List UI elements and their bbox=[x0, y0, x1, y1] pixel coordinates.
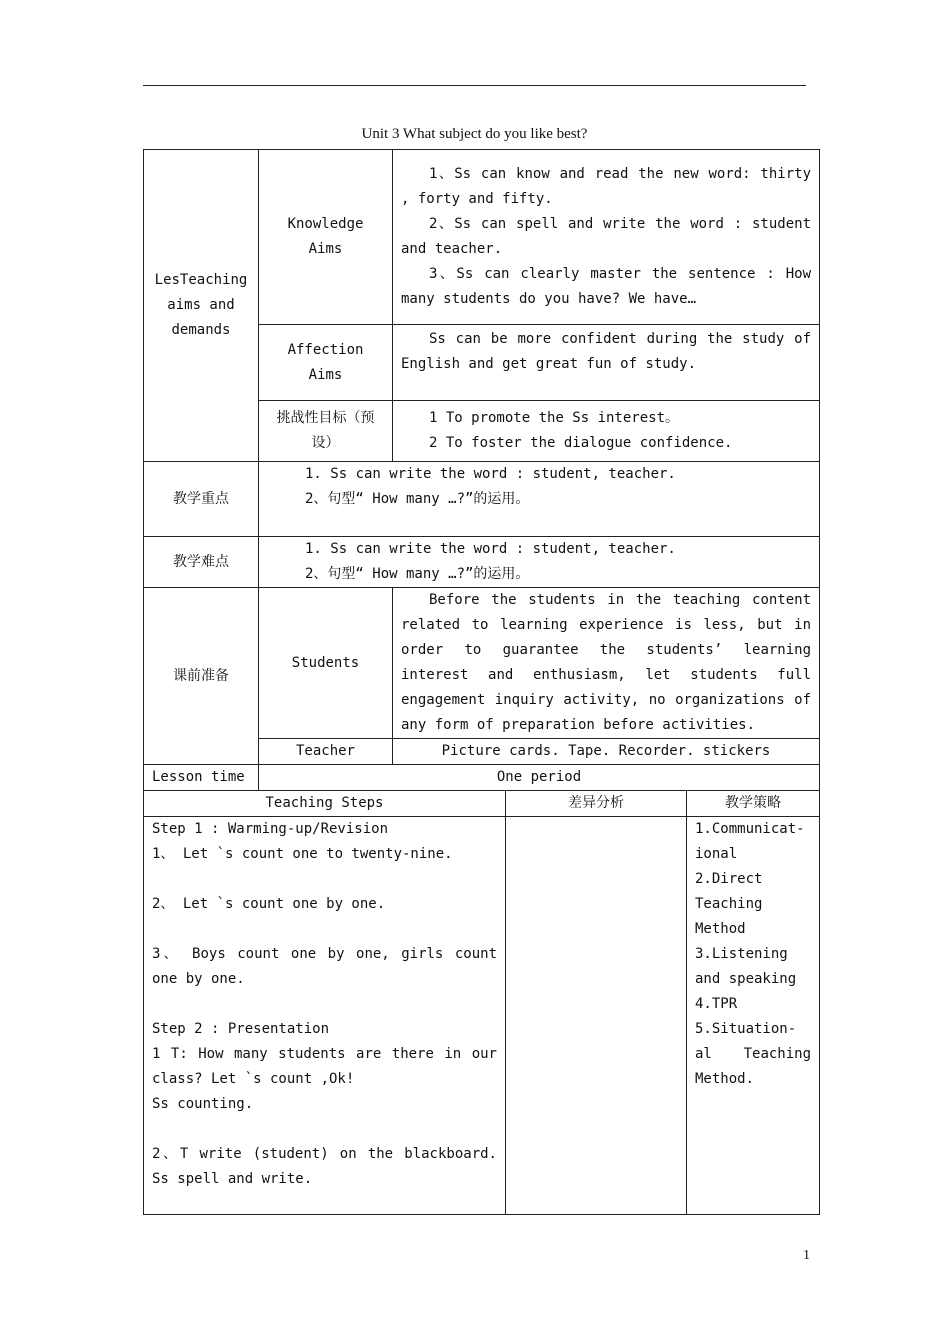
students-preparation-text: Before the students in the teaching content related to learning experience is less, but in order to guarantee the students’ learning interest and enthusiasm, let students full engagement inquiry activity, no organizations of any form of preparation before activities. bbox=[401, 592, 812, 733]
lesson-time-value: One period bbox=[259, 765, 820, 791]
step-line: Step 2 : Presentation bbox=[152, 1021, 330, 1037]
difficulties-label: 教学难点 bbox=[144, 537, 259, 588]
step-line: 2、T write (student) on the blackboard. Ss spell and write. bbox=[152, 1146, 497, 1187]
key-points-content bbox=[259, 462, 820, 537]
knowledge-aims-label: Knowledge Aims bbox=[259, 150, 393, 325]
difficulty-2: 2、句型“ How many …?”的运用。 bbox=[305, 566, 530, 582]
key-points-label: 教学重点 bbox=[144, 462, 259, 537]
page-number: 1 bbox=[803, 1248, 810, 1263]
step-line: Ss counting. bbox=[152, 1096, 254, 1112]
difficulty-1: 1. Ss can write the word : student, teacher. bbox=[305, 541, 676, 557]
blank-line bbox=[152, 1117, 497, 1142]
difficulties-content bbox=[259, 537, 820, 588]
challenge-goal-label: 挑战性目标（预设） bbox=[259, 401, 393, 462]
lesson-plan-table bbox=[143, 149, 820, 1215]
knowledge-aim-1: 1、Ss can know and read the new word: thirty , forty and fifty. bbox=[401, 166, 812, 207]
strategy-item: 2.Direct Teaching Method bbox=[695, 871, 763, 937]
students-preparation-content bbox=[393, 588, 820, 739]
blank-line bbox=[152, 992, 497, 1017]
key-point-2: 2、句型“ How many …?”的运用。 bbox=[305, 491, 530, 507]
teaching-strategy-header: 教学策略 bbox=[687, 791, 820, 817]
header-rule bbox=[143, 85, 806, 86]
step-line: 2、 Let `s count one by one. bbox=[152, 896, 386, 912]
teacher-label: Teacher bbox=[259, 739, 393, 765]
affection-aim-text: Ss can be more confident during the study of English and get great fun of study. bbox=[401, 331, 812, 372]
challenge-goal-content bbox=[393, 401, 820, 462]
lesson-time-label: Lesson time bbox=[144, 765, 259, 791]
affection-aims-content bbox=[393, 325, 820, 401]
affection-aims-label: Affection Aims bbox=[259, 325, 393, 401]
aims-label-cell: LesTeaching aims and demands bbox=[144, 150, 259, 462]
strategy-item: 1.Communicat-ional bbox=[695, 821, 805, 862]
step-line: Step 1 : Warming-up/Revision bbox=[152, 821, 389, 837]
step-line: 1、 Let `s count one to twenty-nine. bbox=[152, 846, 453, 862]
blank-line bbox=[152, 917, 497, 942]
knowledge-aim-3: 3、Ss can clearly master the sentence : How many students do you have? We have… bbox=[401, 266, 812, 307]
strategy-item: 5.Situation-al Teaching Method. bbox=[695, 1021, 812, 1087]
document-title: Unit 3 What subject do you like best? bbox=[361, 126, 588, 142]
challenge-goal-2: 2 To foster the dialogue confidence. bbox=[429, 435, 733, 451]
teaching-steps-header: Teaching Steps bbox=[144, 791, 506, 817]
step-line: 1 T: How many students are there in our class? Let `s count ,Ok! bbox=[152, 1046, 497, 1087]
knowledge-aims-content bbox=[393, 150, 820, 325]
knowledge-aim-2: 2、Ss can spell and write the word : student and teacher. bbox=[401, 216, 812, 257]
teaching-steps-content bbox=[144, 817, 506, 1215]
challenge-goal-1: 1 To promote the Ss interest。 bbox=[429, 410, 680, 426]
strategy-item: 3.Listening and speaking bbox=[695, 946, 797, 987]
strategy-item: 4.TPR bbox=[695, 996, 738, 1012]
students-label: Students bbox=[259, 588, 393, 739]
difference-analysis-header: 差异分析 bbox=[506, 791, 687, 817]
teaching-strategy-content bbox=[687, 817, 820, 1215]
step-line: 3、 Boys count one by one, girls count one by one. bbox=[152, 946, 497, 987]
key-point-1: 1. Ss can write the word : student, teacher. bbox=[305, 466, 676, 482]
teacher-preparation: Picture cards. Tape. Recorder. stickers bbox=[393, 739, 820, 765]
difference-analysis-content bbox=[506, 817, 687, 1215]
preparation-label: 课前准备 bbox=[144, 588, 259, 765]
blank-line bbox=[152, 867, 497, 892]
